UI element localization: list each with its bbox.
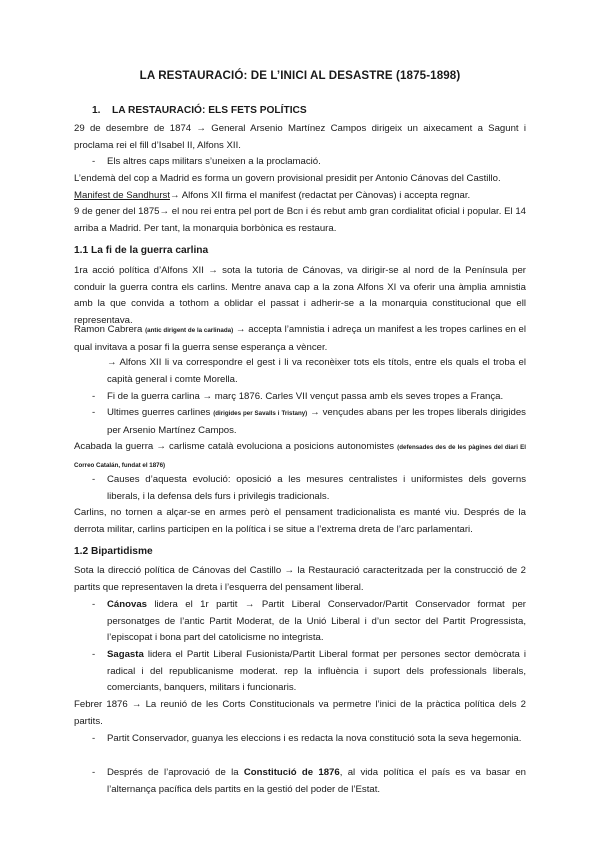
paragraph-first-action: 1ra acció política d’Alfons XII → sota la tutoria de Cánovas, va dirigir-se al nord de la Península per conduir la guerra contra els carlins. Mentre anava cap a la zona Alfons XI va oferir una àmplia amnistia amb la que convida a tothom a oblidar el passat i adherir-se a la monarquia constitucional que ell representava.	[74, 265, 526, 327]
last-wars-rest: → vençudes abans per les tropes liberals dirigides per Arsenio Martínez Campos.	[107, 407, 526, 436]
sagasta-bold: Sagasta	[107, 649, 144, 660]
paragraph-sandhurst-manifest	[74, 188, 526, 205]
last-wars-text: Ultimes guerres carlines	[107, 407, 214, 418]
bullet-liberal-party	[107, 647, 526, 697]
catalan-carlism-text: Acabada la guerra → carlisme català evoluciona a posicions autonomistes	[74, 441, 398, 452]
cabrera-name: Ramon Cabrera	[74, 324, 146, 335]
constitution-text-a: Després de l’aprovació de la	[107, 767, 244, 778]
liberal-text: lidera el Partit Liberal Fusionista/Partit Liberal format per persones sector demòcrata i radical i del republicanisme moderat. rep la influència i suport dels professionals liberals, comerciants, banquers, militars i funcionaris.	[107, 649, 526, 694]
paragraph-coup-sagunt: 29 de desembre de 1874 → General Arsenio Martínez Campos dirigeix un aixecament a Sagunt i proclama rei el fill d’Isabel II, Alfons XII.	[74, 123, 526, 151]
cabrera-note: (antic dirigent de la carlinada)	[145, 327, 234, 334]
canovas-bold: Cánovas	[107, 599, 147, 610]
cabrera-text: → accepta l’amnistia i adreça un manifest a les tropes carlines en el qual invitava a posar fi la guerra sense esperança a vèncer.	[74, 324, 527, 353]
paragraph-canovas-direction: Sota la direcció política de Cánovas del Castillo → la Restauració caracteritzada per la construcció de 2 partits que representaven la dreta i l’esquerra del pensament liberal.	[74, 565, 526, 593]
paragraph-provisional-government: L’endemà del cop a Madrid es forma un govern provisional presidit per Antonio Cánovas del Castillo.	[74, 173, 501, 184]
bullet-last-carlist-wars	[107, 405, 526, 439]
constitution-bold: Constitució de 1876	[243, 767, 340, 778]
bullet-dash: -	[92, 156, 96, 167]
bullet-constitution-1876	[107, 765, 526, 798]
section-number: 1.	[92, 105, 101, 116]
section-heading-1	[92, 105, 307, 116]
bullet-dash: -	[92, 767, 96, 778]
subsection-heading-carlist-war: 1.1 La fi de la guerra carlina	[74, 245, 209, 256]
constitution-text-b: , al vida política el país es va basar en l’alternança pacífica dels partits en la gestió del poder de l’Estat.	[107, 767, 526, 795]
paragraph-alfons-reciprocity: → Alfons XII li va correspondre el gest i li va reconèixer tots els títols, entre els quals el troba el capità general i comte Morella.	[107, 357, 526, 385]
paragraph-carlists-politics: Carlins, no tornen a alçar-se en armes però el pensament tradicionalista es manté viu. Després de la derrota militar, carlins participen en la política i se situe a l’extrema dreta de l’arc parlamentari.	[74, 507, 526, 535]
bullet-conservative-party	[107, 597, 526, 647]
bullet-dash: -	[92, 407, 96, 418]
sandhurst-link-text: Manifest de Sandhurst	[74, 190, 170, 201]
bullet-end-carlist-war: Fi de la guerra carlina → març 1876. Carles VII vençut passa amb els seves tropes a França.	[107, 391, 504, 402]
bullet-dash: -	[92, 474, 96, 485]
bullet-dash: -	[92, 733, 96, 744]
catalan-carlism-note: (defensades des de les pàgines del diari El Correo Catalán, fundat el 1876)	[74, 444, 526, 469]
sandhurst-text: → Alfons XII firma el manifest (redactat per Cànovas) i accepta regnar.	[170, 190, 471, 201]
paragraph-ramon-cabrera	[74, 322, 526, 356]
subsection-heading-bipartisanship: 1.2 Bipartidisme	[74, 546, 153, 557]
bullet-dash: -	[92, 391, 96, 402]
bullet-dash: -	[92, 649, 96, 660]
bullet-dash: -	[92, 599, 96, 610]
document-title: LA RESTAURACIÓ: DE L’INICI AL DESASTRE (1875-1898)	[139, 69, 461, 82]
bullet-evolution-causes: Causes d’aquesta evolució: oposició a les mesures centralistes i uniformistes dels governs liberals, i la defensa dels furs i privilegis tradicionals.	[107, 474, 526, 502]
section-label: LA RESTAURACIÓ: ELS FETS POLÍTICS	[112, 105, 307, 116]
bullet-military-chiefs: Els altres caps militars s’uneixen a la proclamació.	[107, 156, 321, 167]
bullet-conservative-wins: Partit Conservador, guanya les eleccions i es redacta la nova constitució sota la seva hegemonia.	[107, 733, 522, 744]
paragraph-king-arrival: 9 de gener del 1875→ el nou rei entra pel port de Bcn i és rebut amb gran cordialitat oficial i popular. El 14 arriba a Madrid. Per tant, la monarquia borbònica es restaura.	[74, 206, 526, 234]
conservative-text: lidera el 1r partit → Partit Liberal Conservador/Partit Conservador format per personatges de l’antic Partit Moderat, de la Unió Liberal i d’un sector del Partit Progressista, l’episcopat i bona part del catolicisme no integrista.	[107, 599, 526, 644]
paragraph-catalan-carlism	[74, 439, 526, 474]
paragraph-february-1876: Febrer 1876 → La reunió de les Corts Constitucionals va permetre l’inici de la pràctica política dels 2 partits.	[74, 699, 526, 727]
last-wars-note: (dirigides per Savalls i Tristany)	[213, 410, 308, 417]
